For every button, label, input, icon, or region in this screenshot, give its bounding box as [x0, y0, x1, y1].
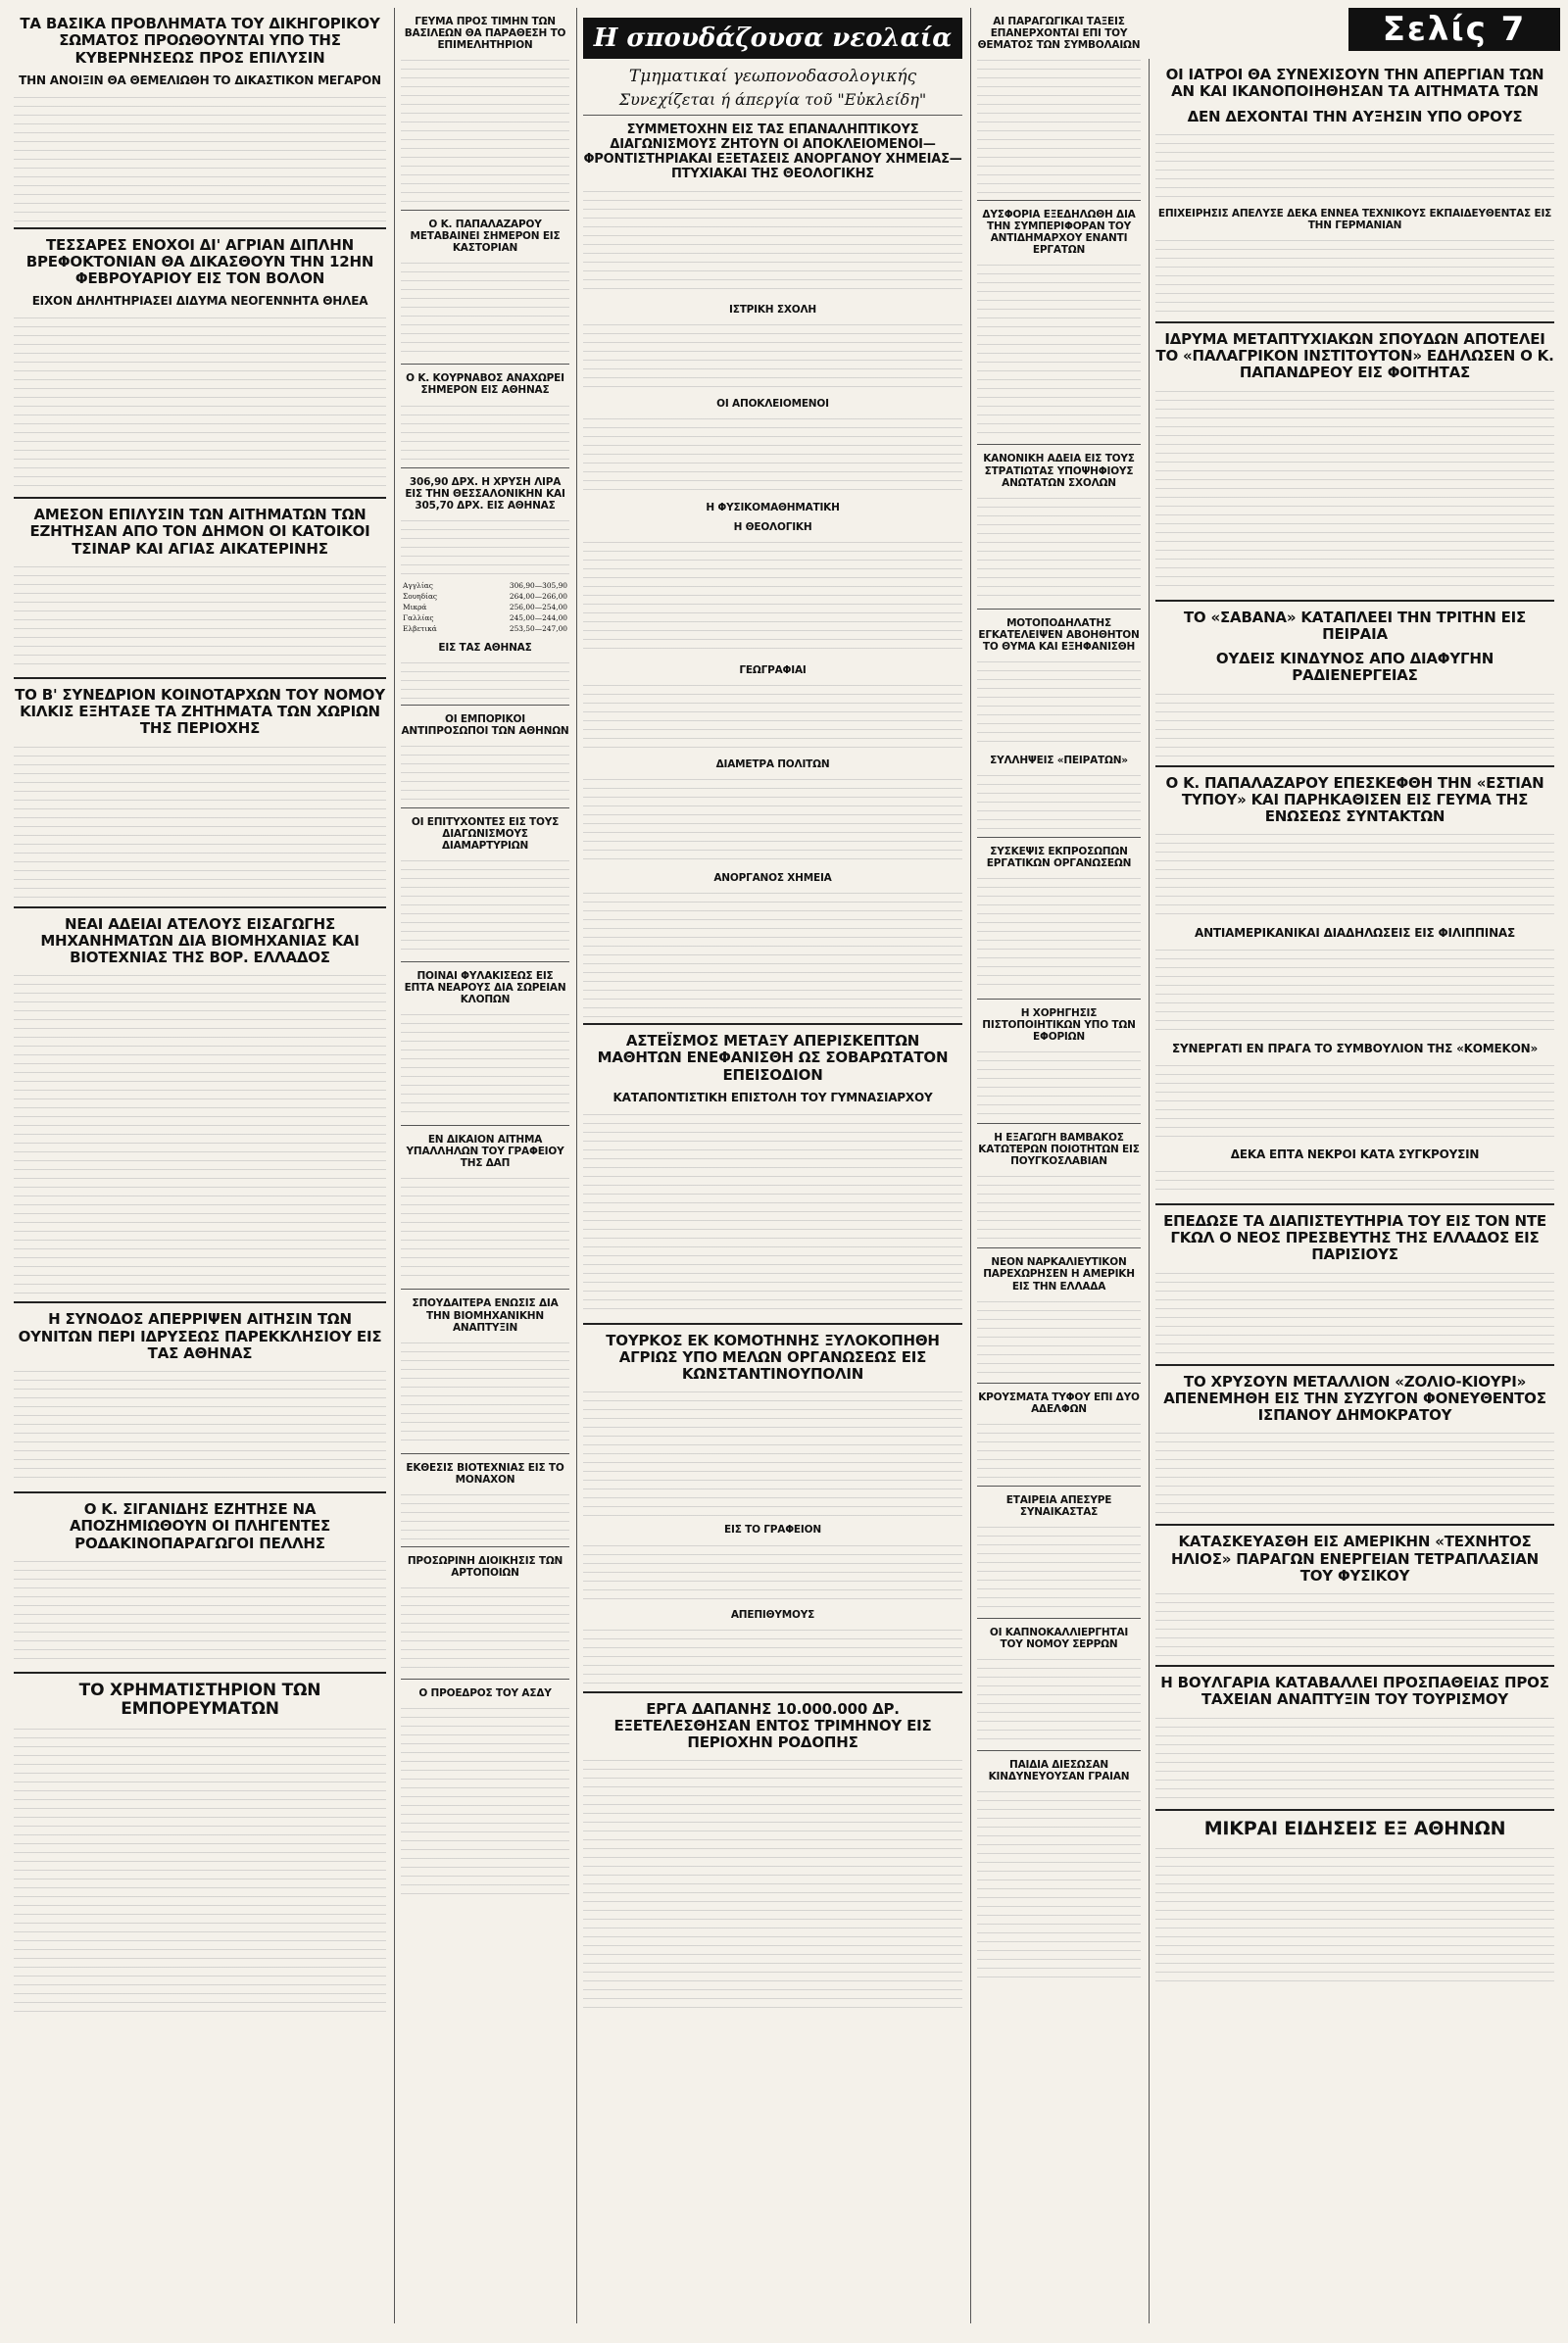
article-text: [401, 1011, 569, 1119]
divider: [1155, 1809, 1554, 1811]
article-text: [583, 1757, 962, 2012]
article-text: [14, 972, 386, 1295]
subheadline: ΑΝΤΙΑΜΕΡΙΚΑΝΙΚΑΙ ΔΙΑΔΗΛΩΣΕΙΣ ΕΙΣ ΦΙΛΙΠΠΙΝΑΣ: [1194, 926, 1515, 941]
headline: ΟΙ ΙΑΤΡΟΙ ΘΑ ΣΥΝΕΧΙΣΟΥΝ ΤΗΝ ΑΠΕΡΓΙΑΝ ΤΩΝ ΑΝ ΚΑΙ ΙΚΑΝΟΠΟΙΗΘΗΣΑΝ ΤΑ ΑΙΤΗΜΑΤΑ ΤΩΝ: [1165, 66, 1544, 101]
student-youth-banner: Η σπουδάζουσα νεολαία: [583, 18, 962, 59]
headline: ΣΥΜΜΕΤΟΧΗΝ ΕΙΣ ΤΑΣ ΕΠΑΝΑΛΗΠΤΙΚΟΥΣ ΔΙΑΓΩΝΙΣΜΟΥΣ ΖΗΤΟΥΝ ΟΙ ΑΠΟΚΛΕΙΟΜΕΝΟΙ— ΦΡΟΝΤΙΣΤΗΡΙΑΚΑΙ ΕΞΕΤΑΣΕΙΣ ΑΝΟΡΓΑΝΟΥ ΧΗΜΕΙΑΣ— ΠΤΥΧΙΑΚΑΙ ΤΗΣ ΘΕΟΛΟΓΙΚΗΣ: [583, 122, 962, 181]
article-text: [977, 1524, 1141, 1612]
coin-name: Αγγλίας: [403, 580, 433, 590]
article-text: [583, 539, 962, 657]
headline: ΤΟΥΡΚΟΣ ΕΚ ΚΟΜΟΤΗΝΗΣ ΞΥΛΟΚΟΠΗΘΗ ΑΓΡΙΩΣ ΥΠΟ ΜΕΛΩΝ ΟΡΓΑΝΩΣΕΩΣ ΕΙΣ ΚΩΝΣΤΑΝΤΙΝΟΥΠΟΛΙΝ: [606, 1331, 940, 1384]
article-text: [583, 890, 962, 1017]
headline: Ο Κ. ΠΑΠΑΛΑΖΑΡΟΥ ΕΠΕΣΚΕΦΘΗ ΤΗΝ «ΕΣΤΙΑΝ ΤΥΠΟΥ» ΚΑΙ ΠΑΡΗΚΑΘΙΣΕΝ ΕΙΣ ΓΕΥΜΑ ΤΗΣ ΕΝΩΣΕΩΣ ΣΥΝΤΑΚΤΩΝ: [1165, 773, 1544, 826]
section-label: ΑΝΟΡΓΑΝΟΣ ΧΗΜΕΙΑ: [713, 872, 832, 885]
divider: [1155, 600, 1554, 602]
headline: Ο Κ. ΠΑΠΑΛΑΖΑΡΟΥ ΜΕΤΑΒΑΙΝΕΙ ΣΗΜΕΡΟΝ ΕΙΣ ΚΑΣΤΟΡΙΑΝ: [410, 219, 561, 255]
headline: ΝΕΟΝ ΝΑΡΚΑΛΙΕΥΤΙΚΟΝ ΠΑΡΕΧΩΡΗΣΕΝ Η ΑΜΕΡΙΚΗ ΕΙΣ ΤΗΝ ΕΛΛΑΔΑ: [983, 1256, 1135, 1293]
headline: ΣΥΣΚΕΨΙΣ ΕΚΠΡΟΣΩΠΩΝ ΕΡΓΑΤΙΚΩΝ ΟΡΓΑΝΩΣΕΩΝ: [986, 845, 1132, 869]
divider: [1155, 1203, 1554, 1205]
headline: ΕΠΕΔΩΣΕ ΤΑ ΔΙΑΠΙΣΤΕΥΤΗΡΙΑ ΤΟΥ ΕΙΣ ΤΟΝ ΝΤΕ ΓΚΩΛ Ο ΝΕΟΣ ΠΡΕΣΒΕΥΤΗΣ ΤΗΣ ΕΛΛΑΔΟΣ ΕΙΣ ΠΑΡΙΣΙΟΥΣ: [1163, 1211, 1546, 1264]
headline: ΕΡΓΑ ΔΑΠΑΝΗΣ 10.000.000 ΔΡ. ΕΞΕΤΕΛΕΣΘΗΣΑΝ ΕΝΤΟΣ ΤΡΙΜΗΝΟΥ ΕΙΣ ΠΕΡΙΟΧΗΝ ΡΟΔΟΠΗΣ: [613, 1699, 932, 1752]
headline: ΚΡΟΥΣΜΑΤΑ ΤΥΦΟΥ ΕΠΙ ΔΥΟ ΑΔΕΛΦΩΝ: [978, 1391, 1140, 1415]
headline: ΜΙΚΡΑΙ ΕΙΔΗΣΕΙΣ ΕΞ ΑΘΗΝΩΝ: [1203, 1817, 1506, 1839]
headline: ΠΟΙΝΑΙ ΦΥΛΑΚΙΣΕΩΣ ΕΙΣ ΕΠΤΑ ΝΕΑΡΟΥΣ ΔΙΑ ΣΩΡΕΙΑΝ ΚΛΟΠΩΝ: [404, 970, 566, 1006]
article-text: [583, 1542, 962, 1601]
subheadline: ΔΕΝ ΔΕΧΟΝΤΑΙ ΤΗΝ ΑΥΞΗΣΙΝ ΥΠΟ ΟΡΟΥΣ: [1187, 107, 1523, 125]
headline: 306,90 ΔΡΧ. Η ΧΡΥΣΗ ΛΙΡΑ ΕΙΣ ΤΗΝ ΘΕΣΣΑΛΟΝΙΚΗΝ ΚΑΙ 305,70 ΔΡΧ. ΕΙΣ ΑΘΗΝΑΣ: [405, 475, 565, 512]
article-text: [977, 659, 1141, 747]
article-text: [583, 1389, 962, 1516]
divider: [401, 961, 569, 962]
divider: [401, 807, 569, 808]
divider: [977, 1618, 1141, 1619]
article-text: [1155, 947, 1554, 1035]
subheadline: ΕΠΙΧΕΙΡΗΣΙΣ ΑΠΕΛΥΣΕ ΔΕΚΑ ΕΝΝΕΑ ΤΕΧΝΙΚΟΥΣ ΕΚΠΑΙΔΕΥΘΕΝΤΑΣ ΕΙΣ ΤΗΝ ΓΕΡΜΑΝΙΑΝ: [1157, 207, 1552, 231]
headline: ΕΝ ΔΙΚΑΙΟΝ ΑΙΤΗΜΑ ΥΠΑΛΛΗΛΩΝ ΤΟΥ ΓΡΑΦΕΙΟΥ ΤΗΣ ΔΑΠ: [406, 1134, 564, 1170]
article-text: [14, 94, 386, 221]
article-text: [401, 260, 569, 358]
headline: ΠΑΙΔΙΑ ΔΙΕΣΩΣΑΝ ΚΙΝΔΥΝΕΥΟΥΣΑΝ ΓΡΑΙΑΝ: [988, 1758, 1130, 1782]
headline: ΤΑ ΒΑΣΙΚΑ ΠΡΟΒΛΗΜΑΤΑ ΤΟΥ ΔΙΚΗΓΟΡΙΚΟΥ ΣΩΜΑΤΟΣ ΠΡΟΩΘΟΥΝΤΑΙ ΥΠΟ ΤΗΣ ΚΥΒΕΡΝΗΣΕΩΣ ΠΡΟΣ ΕΠΙΛΥΣΙΝ: [20, 15, 380, 67]
divider: [401, 1125, 569, 1126]
section-label: ΣΥΛΛΗΨΕΙΣ «ΠΕΙΡΑΤΩΝ»: [990, 754, 1128, 766]
article-text: [1155, 1062, 1554, 1141]
gold-price-row: [401, 602, 569, 612]
article-text: [14, 315, 386, 491]
divider: [401, 1679, 569, 1680]
headline: ΚΑΤΑΣΚΕΥΑΣΘΗ ΕΙΣ ΑΜΕΡΙΚΗΝ «ΤΕΧΝΗΤΟΣ ΗΛΙΟΣ» ΠΑΡΑΓΩΝ ΕΝΕΡΓΕΙΑΝ ΤΕΤΡΑΠΛΑΣΙΑΝ ΤΟΥ ΦΥΣΙΚΟΥ: [1171, 1533, 1539, 1585]
headline: ΙΔΡΥΜΑ ΜΕΤΑΠΤΥΧΙΑΚΩΝ ΣΠΟΥΔΩΝ ΑΠΟΤΕΛΕΙ ΤΟ «ΠΑΛΑΓΡΙΚΟΝ ΙΝΣΤΙΤΟΥΤΟΝ» ΕΔΗΛΩΣΕΝ Ο Κ. ΠΑΠΑΝΔΡΕΟΥ ΕΙΣ ΦΟΙΤΗΤΑΣ: [1155, 329, 1554, 382]
divider: [977, 200, 1141, 201]
divider: [14, 1301, 386, 1303]
headline: ΟΙ ΚΑΠΝΟΚΑΛΛΙΕΡΓΗΤΑΙ ΤΟΥ ΝΟΜΟΥ ΣΕΡΡΩΝ: [989, 1626, 1129, 1650]
gold-price-row: [401, 623, 569, 634]
headline: ΕΚΘΕΣΙΣ ΒΙΟΤΕΧΝΙΑΣ ΕΙΣ ΤΟ ΜΟΝΑΧΟΝ: [406, 1461, 564, 1486]
divider: [401, 467, 569, 468]
article-text: [977, 1656, 1141, 1744]
banner-subtitle: Τμηματικαί γεωπονοδασολογικής: [628, 67, 917, 86]
headline: Ο ΠΡΟΕΔΡΟΣ ΤΟΥ ΑΣΔΥ: [418, 1686, 552, 1699]
divider: [977, 609, 1141, 610]
headline: Η ΒΟΥΛΓΑΡΙΑ ΚΑΤΑΒΑΛΛΕΙ ΠΡΟΣΠΑΘΕΙΑΣ ΠΡΟΣ ΤΑΧΕΙΑΝ ΑΝΑΠΤΥΞΙΝ ΤΟΥ ΤΟΥΡΙΣΜΟΥ: [1160, 1674, 1549, 1709]
divider: [1155, 1524, 1554, 1526]
article-text: [583, 776, 962, 864]
article-text: [401, 659, 569, 699]
divider: [401, 1546, 569, 1547]
article-text: [977, 1173, 1141, 1242]
article-text: [977, 1298, 1141, 1377]
article-text: [401, 1340, 569, 1447]
article-text: [977, 1049, 1141, 1117]
article-text: [583, 188, 962, 296]
headline: ΑΜΕΣΟΝ ΕΠΙΛΥΣΙΝ ΤΩΝ ΑΙΤΗΜΑΤΩΝ ΤΩΝ ΕΖΗΤΗΣΑΝ ΑΠΟ ΤΟΝ ΔΗΜΟΝ ΟΙ ΚΑΤΟΙΚΟΙ ΤΣΙΝΑΡ ΚΑΙ ΑΓΙΑΣ ΑΙΚΑΤΕΡΙΝΗΣ: [29, 506, 370, 558]
divider: [14, 227, 386, 229]
article-text: [1155, 237, 1554, 316]
headline: Ο Κ. ΣΙΓΑΝΙΔΗΣ ΕΖΗΤΗΣΕ ΝΑ ΑΠΟΖΗΜΙΩΘΟΥΝ ΟΙ ΠΛΗΓΕΝΤΕΣ ΡΟΔΑΚΙΝΟΠΑΡΑΓΩΓΟΙ ΠΕΛΛΗΣ: [69, 1500, 331, 1552]
section-label: ΕΙΣ ΤΟ ΓΡΑΦΕΙΟΝ: [724, 1524, 821, 1537]
article-text: [401, 57, 569, 204]
column-5: [1149, 59, 1560, 2323]
divider: [401, 364, 569, 365]
article-text: [977, 875, 1141, 993]
article-text: [1155, 131, 1554, 200]
article-text: [1155, 1430, 1554, 1518]
divider: [14, 677, 386, 679]
headline: ΔΥΣΦΟΡΙΑ ΕΞΕΔΗΛΩΘΗ ΔΙΑ ΤΗΝ ΣΥΜΠΕΡΙΦΟΡΑΝ ΤΟΥ ΑΝΤΙΔΗΜΑΡΧΟΥ ΕΝΑΝΤΙ ΕΡΓΑΤΩΝ: [982, 209, 1136, 257]
divider: [977, 1486, 1141, 1487]
section-label: ΓΕΩΓΡΑΦΙΑΙ: [739, 664, 807, 676]
divider: [583, 115, 962, 116]
article-text: [1155, 1168, 1554, 1197]
banner-subtitle: Συνεχίζεται ή άπεργία τοῦ "Εὐκλείδη": [618, 90, 927, 109]
headline: ΕΤΑΙΡΕΙΑ ΑΠΕΣΥΡΕ ΣΥΝΑΙΚΑΣΤΑΣ: [1005, 1493, 1112, 1518]
subheadline: ΕΙΣ ΤΑΣ ΑΘΗΝΑΣ: [438, 641, 532, 654]
coin-price: 245,00—244,00: [509, 612, 567, 622]
article-text: [401, 403, 569, 462]
subheadline: ΟΥΔΕΙΣ ΚΙΝΔΥΝΟΣ ΑΠΟ ΔΙΑΦΥΓΗΝ ΡΑΔΙΕΝΕΡΓΕΙΑΣ: [1215, 650, 1494, 685]
headline: ΑΙ ΠΑΡΑΓΩΓΙΚΑΙ ΤΑΞΕΙΣ ΕΠΑΝΕΡΧΟΝΤΑΙ ΕΠΙ ΤΟΥ ΘΕΜΑΤΟΣ ΤΩΝ ΣΥΜΒΟΛΑΙΩΝ: [977, 16, 1141, 52]
coin-price: 256,00—254,00: [509, 602, 567, 611]
headline: ΤΟ ΧΡΗΜΑΤΙΣΤΗΡΙΟΝ ΤΩΝ ΕΜΠΟΡΕΥΜΑΤΩΝ: [78, 1680, 321, 1720]
article-text: [1155, 388, 1554, 594]
article-text: [977, 1788, 1141, 1984]
divider: [14, 1491, 386, 1493]
column-1: [8, 8, 392, 2323]
coin-name: Σουηδίας: [403, 591, 438, 601]
divider: [977, 1383, 1141, 1384]
divider: [583, 1323, 962, 1325]
article-text: [583, 415, 962, 494]
gold-price-row: [401, 612, 569, 623]
headline: Η ΧΟΡΗΓΗΣΙΣ ΠΙΣΤΟΠΟΙΗΤΙΚΩΝ ΥΠΟ ΤΩΝ ΕΦΟΡΙΩΝ: [982, 1007, 1136, 1044]
article-text: [1155, 1715, 1554, 1803]
gold-price-row: [401, 591, 569, 602]
gold-price-row: [401, 580, 569, 591]
page-number-tag: Σελίς 7: [1348, 8, 1560, 51]
subheadline: ΔΕΚΑ ΕΠΤΑ ΝΕΚΡΟΙ ΚΑΤΑ ΣΥΓΚΡΟΥΣΙΝ: [1230, 1147, 1480, 1161]
column-4: [970, 8, 1147, 2323]
divider: [977, 999, 1141, 1000]
article-text: [1155, 691, 1554, 759]
divider: [401, 705, 569, 706]
headline: ΜΟΤΟΠΟΔΗΛΑΤΗΣ ΕΓΚΑΤΕΛΕΙΨΕΝ ΑΒΟΗΘΗΤΟΝ ΤΟ ΘΥΜΑ ΚΑΙ ΕΞΗΦΑΝΙΣΘΗ: [978, 616, 1140, 653]
column-2: [394, 8, 575, 2323]
column-3: [576, 8, 968, 2323]
article-text: [401, 1705, 569, 1901]
article-text: [977, 772, 1141, 831]
divider: [401, 1289, 569, 1290]
divider: [14, 906, 386, 908]
article-text: [583, 321, 962, 390]
coin-price: 306,90—305,90: [509, 580, 567, 590]
article-text: [401, 743, 569, 802]
divider: [977, 444, 1141, 445]
article-text: [14, 744, 386, 901]
headline: ΤΕΣΣΑΡΕΣ ΕΝΟΧΟΙ ΔΙ' ΑΓΡΙΑΝ ΔΙΠΛΗΝ ΒΡΕΦΟΚΤΟΝΙΑΝ ΘΑ ΔΙΚΑΣΘΟΥΝ ΤΗΝ 12ΗΝ ΦΕΒΡΟΥΑΡΙΟΥ ΕΙΣ ΤΟΝ ΒΟΛΟΝ: [25, 235, 374, 288]
article-text: [1155, 1845, 1554, 1982]
subheadline: ΚΑΤΑΠΟΝΤΙΣΤΙΚΗ ΕΠΙΣΤΟΛΗ ΤΟΥ ΓΥΜΝΑΣΙΑΡΧΟΥ: [612, 1090, 933, 1104]
coin-name: Ελβετικά: [403, 623, 437, 633]
article-text: [583, 1627, 962, 1685]
section-label: ΙΣΤΡΙΚΗ ΣΧΟΛΗ: [729, 303, 816, 316]
divider: [977, 837, 1141, 838]
article-text: [977, 495, 1141, 603]
headline: ΤΟ ΧΡΥΣΟΥΝ ΜΕΤΑΛΛΙΟΝ «ΖΟΛΙΟ-ΚΙΟΥΡΙ» ΑΠΕΝΕΜΗΘΗ ΕΙΣ ΤΗΝ ΣΥΖΥΓΟΝ ΦΟΝΕΥΘΕΝΤΟΣ ΙΣΠΑΝΟΥ ΔΗΜΟΚΡΑΤΟΥ: [1163, 1372, 1546, 1425]
coin-name: Μικρά: [403, 602, 427, 611]
coin-name: Γαλλίας: [403, 612, 434, 622]
subheadline: ΤΗΝ ΑΝΟΙΞΙΝ ΘΑ ΘΕΜΕΛΙΩΘΗ ΤΟ ΔΙΚΑΣΤΙΚΟΝ ΜΕΓΑΡΟΝ: [19, 73, 381, 87]
divider: [1155, 765, 1554, 767]
divider: [401, 1453, 569, 1454]
section-label: ΑΠΕΠΙΘΥΜΟΥΣ: [730, 1608, 815, 1621]
divider: [1155, 1364, 1554, 1366]
article-text: [14, 1558, 386, 1666]
headline: ΠΡΟΣΩΡΙΝΗ ΔΙΟΙΚΗΣΙΣ ΤΩΝ ΑΡΤΟΠΟΙΩΝ: [407, 1554, 564, 1579]
section-label: Η ΦΥΣΙΚΟΜΑΘΗΜΑΤΙΚΗ: [706, 501, 840, 513]
article-text: [977, 262, 1141, 438]
article-text: [401, 1491, 569, 1540]
article-text: [583, 1111, 962, 1317]
divider: [583, 1023, 962, 1025]
divider: [977, 1247, 1141, 1248]
subheadline: ΕΙΧΟΝ ΔΗΛΗΤΗΡΙΑΣΕΙ ΔΙΔΥΜΑ ΝΕΟΓΕΝΝΗΤΑ ΘΗΛΕΑ: [31, 294, 368, 309]
headline: ΓΕΥΜΑ ΠΡΟΣ ΤΙΜΗΝ ΤΩΝ ΒΑΣΙΛΕΩΝ ΘΑ ΠΑΡΑΘΕΣΗ ΤΟ ΕΠΙΜΕΛΗΤΗΡΙΟΝ: [404, 16, 566, 52]
article-text: [14, 563, 386, 671]
headline: ΚΑΝΟΝΙΚΗ ΑΔΕΙΑ ΕΙΣ ΤΟΥΣ ΣΤΡΑΤΙΩΤΑΣ ΥΠΟΨΗΦΙΟΥΣ ΑΝΩΤΑΤΩΝ ΣΧΟΛΩΝ: [983, 453, 1135, 489]
divider: [1155, 1665, 1554, 1667]
divider: [1155, 321, 1554, 323]
article-text: [977, 57, 1141, 194]
divider: [977, 1123, 1141, 1124]
article-text: [401, 517, 569, 576]
headline: ΟΙ ΕΠΙΤΥΧΟΝΤΕΣ ΕΙΣ ΤΟΥΣ ΔΙΑΓΩΝΙΣΜΟΥΣ ΔΙΑΜΑΡΤΥΡΙΩΝ: [411, 815, 560, 852]
gold-price-table: [401, 580, 569, 634]
headline: Ο Κ. ΚΟΥΡΝΑΒΟΣ ΑΝΑΧΩΡΕΙ ΣΗΜΕΡΟΝ ΕΙΣ ΑΘΗΝΑΣ: [406, 372, 564, 397]
article-text: [401, 1585, 569, 1673]
divider: [14, 497, 386, 499]
divider: [14, 1672, 386, 1674]
headline: ΑΣΤΕΪΣΜΟΣ ΜΕΤΑΞΥ ΑΠΕΡΙΣΚΕΠΤΩΝ ΜΑΘΗΤΩΝ ΕΝΕΦΑΝΙΣΘΗ ΩΣ ΣΟΒΑΡΩΤΑΤΟΝ ΕΠΕΙΣΟΔΙΟΝ: [597, 1032, 949, 1084]
headline: ΣΠΟΥΔΑΙΤΕΡΑ ΕΝΩΣΙΣ ΔΙΑ ΤΗΝ ΒΙΟΜΗΧΑΝΙΚΗΝ ΑΝΑΠΤΥΞΙΝ: [412, 1297, 559, 1334]
article-text: [1155, 831, 1554, 919]
article-text: [583, 682, 962, 751]
section-label: ΔΙΑΜΕΤΡΑ ΠΟΛΙΤΩΝ: [715, 758, 830, 771]
headline: ΝΕΑΙ ΑΔΕΙΑΙ ΑΤΕΛΟΥΣ ΕΙΣΑΓΩΓΗΣ ΜΗΧΑΝΗΜΑΤΩΝ ΔΙΑ ΒΙΟΜΗΧΑΝΙΑΣ ΚΑΙ ΒΙΟΤΕΧΝΙΑΣ ΤΗΣ ΒΟΡ. ΕΛΛΑΔΟΣ: [40, 914, 360, 967]
headline: ΟΙ ΕΜΠΟΡΙΚΟΙ ΑΝΤΙΠΡΟΣΩΠΟΙ ΤΩΝ ΑΘΗΝΩΝ: [401, 712, 569, 737]
divider: [977, 1750, 1141, 1751]
article-text: [977, 1421, 1141, 1480]
article-text: [1155, 1270, 1554, 1358]
divider: [401, 210, 569, 211]
headline: Η ΣΥΝΟΔΟΣ ΑΠΕΡΡΙΨΕΝ ΑΙΤΗΣΙΝ ΤΩΝ ΟΥΝΙΤΩΝ ΠΕΡΙ ΙΔΡΥΣΕΩΣ ΠΑΡΕΚΚΛΗΣΙΟΥ ΕΙΣ ΤΑΣ ΑΘΗΝΑΣ: [18, 1310, 382, 1362]
subheadline: ΣΥΝΕΡΓΑΤΙ ΕΝ ΠΡΑΓΑ ΤΟ ΣΥΜΒΟΥΛΙΟΝ ΤΗΣ «ΚΟΜΕΚΟΝ»: [1171, 1042, 1539, 1056]
headline: Η ΕΞΑΓΩΓΗ ΒΑΜΒΑΚΟΣ ΚΑΤΩΤΕΡΩΝ ΠΟΙΟΤΗΤΩΝ ΕΙΣ ΠΟΥΓΚΟΣΛΑΒΙΑΝ: [978, 1132, 1140, 1168]
headline: ΤΟ Β' ΣΥΝΕΔΡΙΟΝ ΚΟΙΝΟΤΑΡΧΩΝ ΤΟΥ ΝΟΜΟΥ ΚΙΛΚΙΣ ΕΞΗΤΑΣΕ ΤΑ ΖΗΤΗΜΑΤΑ ΤΩΝ ΧΩΡΙΩΝ ΤΗΣ ΠΕΡΙΟΧΗΣ: [15, 685, 385, 738]
article-text: [401, 857, 569, 955]
coin-price: 264,00—266,00: [509, 591, 567, 601]
commodity-prices-text: [14, 1726, 386, 2020]
coin-price: 253,50—247,00: [509, 623, 567, 633]
section-label: Η ΘΕΟΛΟΓΙΚΗ: [733, 520, 812, 533]
section-label: ΟΙ ΑΠΟΚΛΕΙΟΜΕΝΟΙ: [716, 397, 829, 410]
headline: ΤΟ «ΣΑΒΑΝΑ» ΚΑΤΑΠΛΕΕΙ ΤΗΝ ΤΡΙΤΗΝ ΕΙΣ ΠΕΙΡΑΙΑ: [1183, 608, 1527, 643]
article-text: [1155, 1590, 1554, 1659]
article-text: [401, 1175, 569, 1283]
article-text: [14, 1368, 386, 1486]
divider: [583, 1691, 962, 1693]
